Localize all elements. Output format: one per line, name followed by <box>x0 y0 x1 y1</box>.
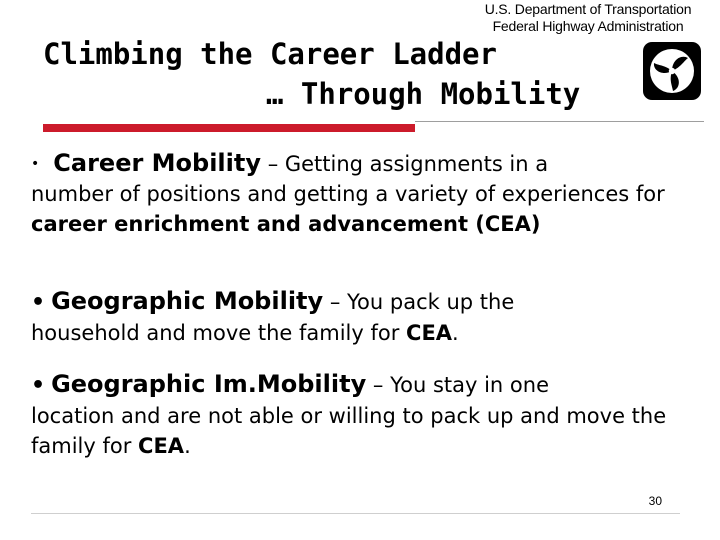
bullet-geographic-immobility <box>31 369 681 461</box>
bullet-term: Geographic Im.Mobility <box>51 370 367 398</box>
bullet-end: . <box>184 434 191 458</box>
slide-title <box>0 34 640 114</box>
footer-rule <box>31 513 680 514</box>
fhwa-triskelion-logo-icon <box>641 40 703 102</box>
bullet-text: household and move the family for <box>31 321 407 345</box>
title-underline-accent <box>43 124 415 132</box>
page-number: 30 <box>648 494 662 508</box>
bullet-dash-text: – Getting assignments in a <box>261 152 549 176</box>
bullet-dash-text: – You pack up the <box>323 290 515 314</box>
slide-title-line-2: … Through Mobility <box>266 77 581 111</box>
agency-department: U.S. Department of Transportation <box>484 1 692 17</box>
bullet-marker: • <box>31 290 46 315</box>
bullet-term: Career Mobility <box>53 149 262 177</box>
agency-header <box>470 1 706 35</box>
bullet-career-mobility <box>31 148 681 239</box>
bullet-text: number of positions and getting a variety of experiences for <box>31 182 665 206</box>
bullet-marker: • <box>31 373 46 398</box>
agency-administration: Federal Highway Administration <box>492 18 684 34</box>
bullet-term: Geographic Mobility <box>51 287 324 315</box>
slide-title-line-1: Climbing the Career Ladder <box>43 37 497 71</box>
bullet-emphasis: CEA <box>406 321 453 345</box>
bullet-geographic-mobility <box>31 286 681 348</box>
bullet-text: location and are not able or willing to pack up and move the family for <box>31 404 667 458</box>
bullet-dash-text: – You stay in one <box>366 373 549 397</box>
bullet-emphasis: career enrichment and advancement (CEA) <box>31 212 541 236</box>
bullet-emphasis: CEA <box>138 434 185 458</box>
bullet-marker: • <box>31 156 40 172</box>
title-underline-rule <box>415 121 704 122</box>
bullet-end: . <box>452 321 459 345</box>
